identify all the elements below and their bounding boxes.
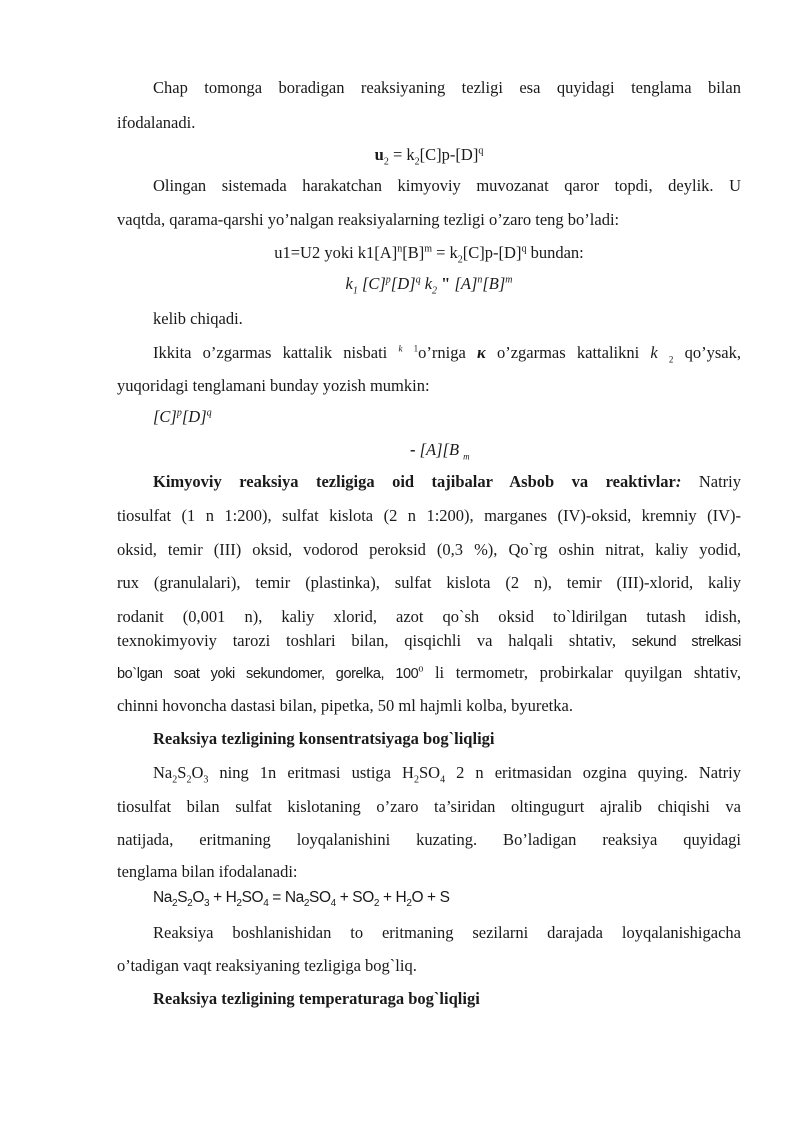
- eq6-s5: 4: [263, 898, 269, 910]
- eq2-part3: = k: [431, 243, 458, 262]
- heading-temperature: Reaksiya tezligining temperaturaga bog`liqligi: [153, 989, 480, 1008]
- heading-concentration: Reaksiya tezligining konsentratsiyaga bog`liqligi: [153, 729, 495, 748]
- para5-line7a: bo`lgan soat yoki sekundomer, gorelka, 100: [117, 666, 419, 682]
- eq6-p6: = Na: [268, 889, 304, 906]
- eq3-d: [D]: [390, 274, 416, 293]
- para5-line7: [117, 663, 741, 684]
- equation-rate-reverse: [117, 145, 741, 168]
- eq2-sub3: 2: [457, 254, 463, 266]
- para4-t3: o’zgarmas kattalikni: [485, 343, 651, 362]
- para5-line6b: sekund strelkasi: [631, 634, 741, 650]
- para5-line6: [117, 631, 741, 652]
- eq1-u-sub: 2: [383, 156, 389, 168]
- para5-line4: rux (granulalari), temir (plastinka), sulfat kislota (2 n), temir (III)-xlorid, kaliy: [117, 573, 741, 592]
- para5-line6a: texnokimyoviy tarozi toshlari bilan, qisqichli va halqali shtativ,: [117, 631, 632, 650]
- eq6-p7: SO: [309, 889, 331, 906]
- para4-one: 1: [413, 343, 419, 354]
- para4-t1: Ikkita o’zgarmas kattalik nisbati: [153, 343, 399, 362]
- eq6-s8: 2: [373, 898, 380, 910]
- eq3-k2: k: [420, 274, 433, 293]
- p6-o: O: [191, 763, 204, 782]
- para4-k: k: [398, 343, 403, 354]
- eq6-s4: 2: [236, 898, 242, 910]
- para4-line2: yuqoridagi tenglamani bunday yozish mumkin:: [117, 376, 430, 395]
- eq6-s3: 3: [203, 898, 210, 910]
- para4-k2-sub: 2: [668, 354, 674, 363]
- para5-bold: Kimyoviy reaksiya tezligiga oid tajibalar Asbob va reaktivlar: [153, 472, 676, 491]
- eq6-p8: + SO: [335, 889, 374, 906]
- para6-line2: tiosulfat bilan sulfat kislotaning o’zaro ta’siridan oltingugurt ajralib chiqishi va: [117, 797, 741, 816]
- eq3-b: [B]: [482, 274, 506, 293]
- eq3-quote: ": [437, 274, 455, 293]
- eq2-part2: [B]: [402, 243, 425, 262]
- para1-line1: Chap tomonga boradigan reaksiyaning tezligi esa quyidagi tenglama bilan: [153, 78, 741, 97]
- para5-line8: chinni hovoncha dastasi bilan, pipetka, 50 ml hajmli kolba, byuretka.: [117, 696, 573, 715]
- p6-so-sub: 4: [440, 774, 446, 783]
- eq3-k2-sub: 2: [432, 285, 438, 297]
- eq6-s7: 4: [330, 898, 336, 910]
- p6-na: Na: [153, 763, 173, 782]
- para3-line1: kelib chiqadi.: [153, 309, 243, 328]
- para2-line2: vaqtda, qarama-qarshi yo’nalgan reaksiyalarning tezligi o’zaro teng bo’ladi:: [117, 210, 620, 229]
- eq1-u: u: [374, 145, 384, 164]
- eq6-p1: Na: [153, 889, 173, 906]
- eq6-p4: + H: [209, 889, 237, 906]
- eq6-p5: SO: [241, 889, 264, 906]
- para4-line1: [153, 343, 741, 363]
- eq3-c: [C]: [357, 274, 386, 293]
- eq6-s6: 2: [303, 898, 310, 910]
- eq6-p9: + H: [379, 889, 407, 906]
- para4-t2: o’rniga: [418, 343, 478, 362]
- para5-t1: Natriy: [681, 472, 741, 491]
- eq1-rest: [C]p-[D]: [419, 145, 479, 164]
- equation-equilibrium: [117, 243, 741, 266]
- eq1-sup: q: [478, 145, 484, 157]
- para5-line7-sup: o: [418, 663, 424, 675]
- para6-line1: [153, 763, 741, 783]
- para6-line4: tenglama bilan ifodalanadi:: [117, 862, 298, 881]
- para5-colon: :: [675, 472, 682, 491]
- eq3-d-sup: q: [415, 274, 421, 286]
- p6-so: SO: [418, 763, 441, 782]
- eq3-c-sup: p: [385, 274, 391, 286]
- eq2-part1: u1=U2 yoki k1[A]: [274, 243, 398, 262]
- eq6-s1: 2: [172, 898, 178, 910]
- para4-k2: k: [650, 343, 658, 362]
- eq4-d-sup: q: [206, 407, 212, 419]
- equation-constant-ratio: [117, 274, 741, 297]
- eq1-k-sub: 2: [414, 156, 420, 168]
- eq6-s9: 2: [406, 898, 412, 910]
- eq3-b-sup: m: [505, 274, 513, 286]
- eq5-dash: -: [410, 440, 420, 459]
- para4-t4: qo’ysak,: [673, 343, 741, 362]
- para5-line5: rodanit (0,001 n), kaliy xlorid, azot qo`sh oksid to`ldirilgan tutash idish,: [117, 607, 741, 626]
- eq2-sup2: m: [424, 243, 432, 255]
- eq5-a: [A][B: [419, 440, 460, 459]
- para5-line7b: li termometr, probirkalar quyilgan shtativ,: [423, 663, 741, 682]
- eq2-part5: bundan:: [526, 243, 584, 262]
- para7-line2: o’tadigan vaqt reaksiyaning tezligiga bog`liq.: [117, 956, 417, 975]
- eq1-eq: = k: [388, 145, 415, 164]
- eq6-p2: S: [177, 889, 188, 906]
- p6-h-sub: 2: [413, 774, 419, 783]
- para5-line1: [153, 472, 741, 492]
- p6-o-sub: 3: [203, 774, 209, 783]
- eq6-p3: O: [192, 889, 204, 906]
- p6-t1: ning 1n eritmasi ustiga H: [208, 763, 414, 782]
- para4-kappa: κ: [477, 343, 486, 362]
- para6-line3: natijada, eritmaning loyqalanishini kuzating. Bo’ladigan reaksiya quyidagi: [117, 830, 741, 849]
- eq4-c: [C]: [153, 407, 177, 426]
- eq2-sup4: q: [521, 243, 527, 255]
- para2-line1: Olingan sistemada harakatchan kimyoviy muvozanat qaror topdi, deylik. U: [153, 176, 741, 195]
- para5-line3: oksid, temir (III) oksid, vodorod peroksid (0,3 %), Qo`rg oshin nitrat, kaliy yodid,: [117, 540, 741, 559]
- para1-line2: ifodalanadi.: [117, 113, 196, 132]
- para7-line1: Reaksiya boshlanishidan to eritmaning sezilarni darajada loyqalanishigacha: [153, 923, 741, 942]
- equation-thiosulfate-reaction: [153, 888, 450, 908]
- p6-s: S: [177, 763, 187, 782]
- eq2-part4: [C]p-[D]: [462, 243, 522, 262]
- equation-concentrations: [153, 407, 212, 427]
- eq6-s2: 2: [187, 898, 193, 910]
- equation-denominator: [410, 440, 470, 460]
- eq2-sup1: n: [397, 243, 403, 255]
- eq6-p10: O + S: [411, 889, 450, 906]
- p6-s-sub: 2: [186, 774, 192, 783]
- eq3-k1: k: [345, 274, 353, 293]
- eq3-k1-sub: 1: [352, 285, 358, 297]
- p6-t2: 2 n eritmasidan ozgina quying. Natriy: [445, 763, 741, 782]
- eq5-sub: m: [463, 451, 470, 462]
- eq4-c-sup: p: [176, 407, 182, 419]
- eq3-a: [A]: [454, 274, 478, 293]
- p6-na-sub: 2: [172, 774, 178, 783]
- eq3-a-sup: n: [477, 274, 483, 286]
- para5-line2: tiosulfat (1 n 1:200), sulfat kislota (2 n 1:200), marganes (IV)-oksid, kremniy (IV)-: [117, 506, 741, 525]
- eq4-d: [D]: [181, 407, 207, 426]
